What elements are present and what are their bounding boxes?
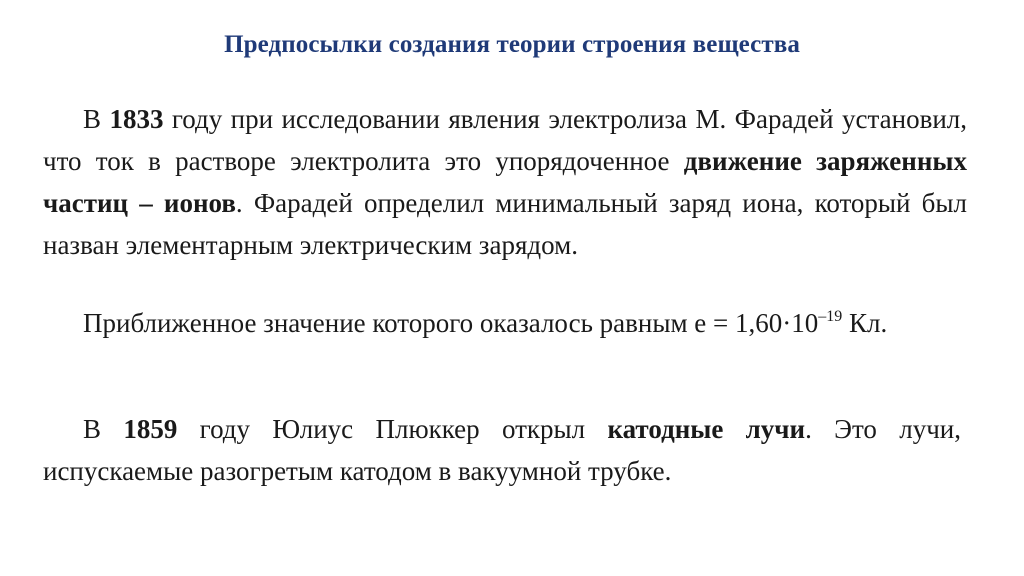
p3-text-start: В: [83, 414, 124, 444]
p2-exponent: –19: [818, 308, 843, 325]
p2-text-end: Кл.: [842, 308, 888, 338]
paragraph-charge-value: [43, 302, 967, 344]
p1-text-middle: году при исследовании явления электролиза М. Фарадей установил, что ток в растворе электролита это упорядоченное: [43, 104, 967, 176]
paragraph-faraday: [43, 98, 967, 266]
paragraph-pluecker: [43, 408, 961, 492]
p1-year: 1833: [109, 104, 164, 134]
p3-text-middle: году Юлиус Плюккер открыл: [177, 414, 608, 444]
p3-bold-phrase: катодные лучи: [607, 414, 806, 444]
slide-title: Предпосылки создания теории строения вещества: [224, 31, 800, 58]
p2-text-start: Приближенное значение которого оказалось равным е = 1,60·10: [83, 308, 819, 338]
p1-text-end: . Фарадей определил минимальный заряд иона, который был назван элементарным электрическим зарядом.: [43, 188, 968, 260]
p3-text-end: . Это лучи, испускаемые разогретым катодом в вакуумной трубке.: [43, 414, 962, 486]
p1-bold-phrase: движение заряженных частиц – ионов: [43, 146, 967, 218]
p3-year: 1859: [123, 414, 178, 444]
p1-text-start: В: [83, 104, 110, 134]
